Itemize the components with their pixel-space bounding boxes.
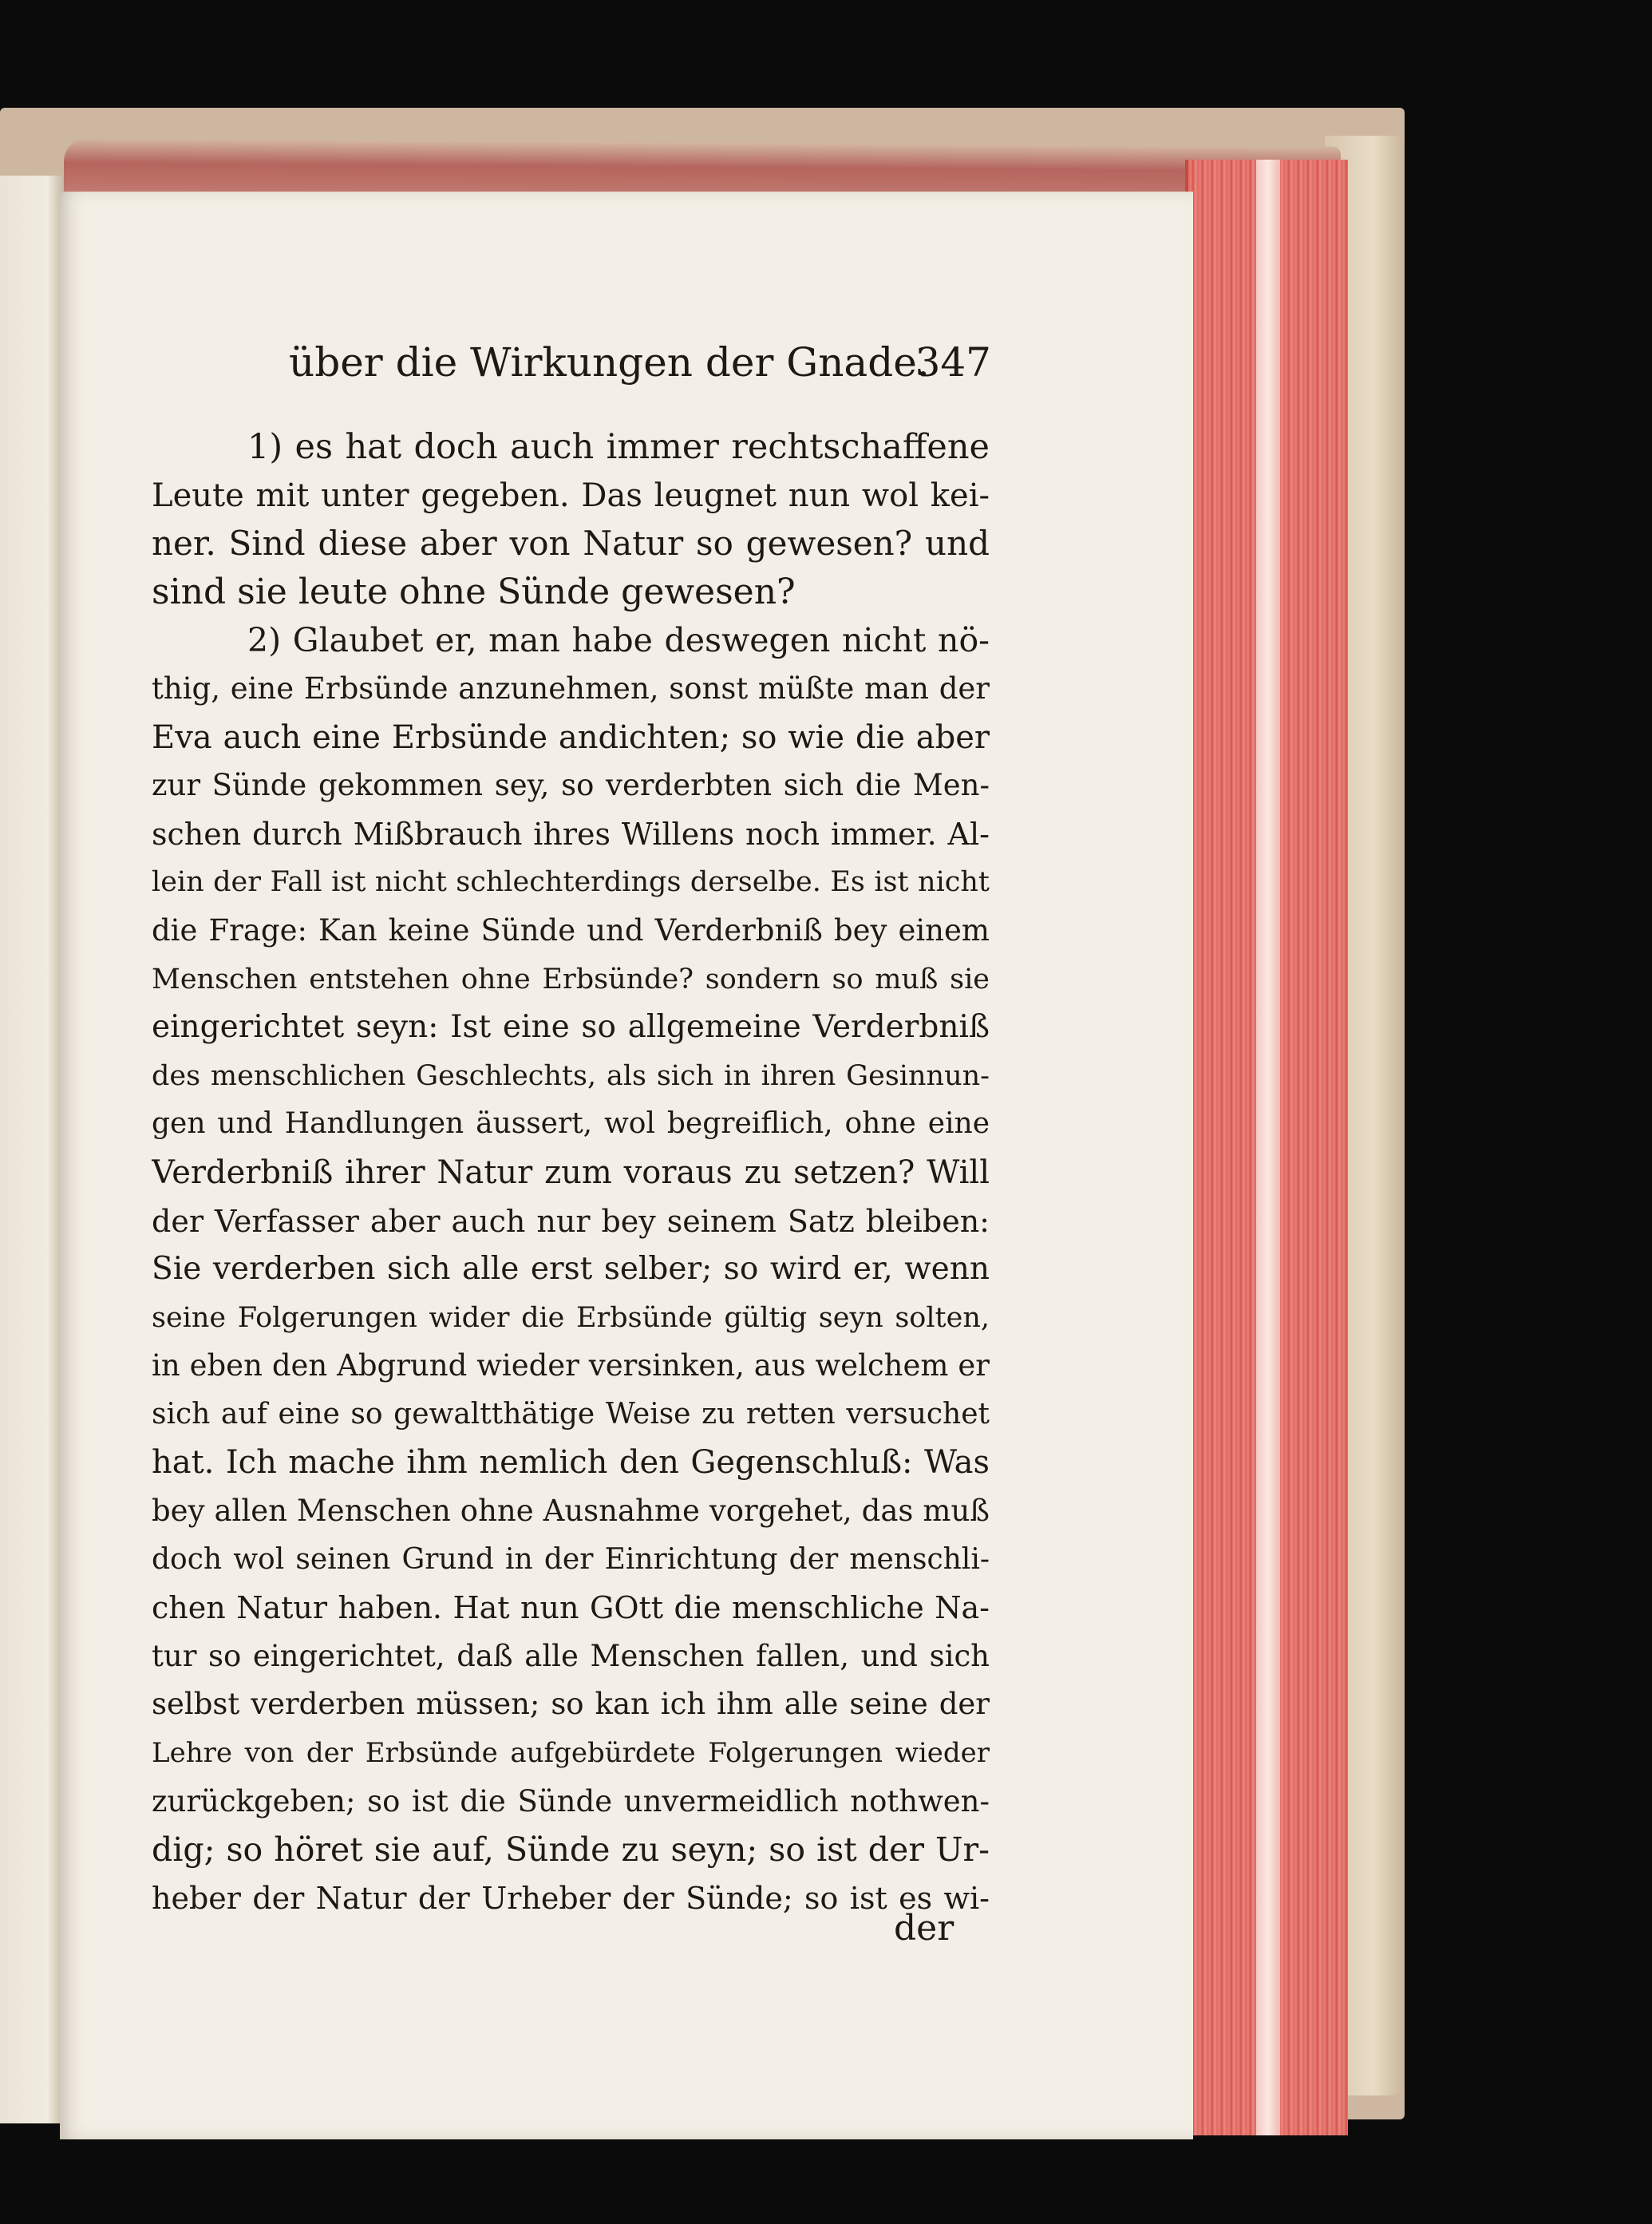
- text-line: doch wol seinen Grund in der Einrichtung der menschli-: [152, 1542, 990, 1576]
- text-line: zurückgeben; so ist die Sünde unvermeidlich nothwen-: [152, 1783, 990, 1818]
- text-line: tur so eingerichtet, daß alle Menschen fallen, und sich: [152, 1638, 990, 1673]
- body-text: [152, 423, 990, 1922]
- text-line: lein der Fall ist nicht schlechterdings derselbe. Es ist nicht: [152, 866, 990, 899]
- text-line: heber der Natur der Urheber der Sünde; so ist es wi-: [152, 1880, 990, 1916]
- text-line: bey allen Menschen ohne Ausnahme vorgehet, das muß: [152, 1494, 990, 1529]
- text-line: die Frage: Kan keine Sünde und Verderbniß bey einem: [152, 912, 990, 948]
- text-line: schen durch Mißbrauch ihres Willens noch immer. Al-: [152, 816, 990, 852]
- text-line: 1) es hat doch auch immer rechtschaffene: [247, 427, 990, 467]
- text-line: gen und Handlungen äussert, wol begreiflich, ohne eine: [152, 1107, 990, 1141]
- text-line: selbst verderben müssen; so kan ich ihm alle seine der: [152, 1687, 990, 1722]
- text-line: eingerichtet seyn: Ist eine so allgemeine Verderbniß: [152, 1009, 990, 1046]
- text-line: dig; so höret sie auf, Sünde zu seyn; so ist der Ur-: [152, 1830, 990, 1870]
- text-line: Lehre von der Erbsünde aufgebürdete Folgerungen wieder: [152, 1737, 990, 1770]
- text-line: Menschen entstehen ohne Erbsünde? sondern so muß sie: [152, 963, 990, 995]
- catchword: der: [894, 1908, 954, 1949]
- text-line: des menschlichen Geschlechts, als sich in ihren Gesinnun-: [152, 1059, 990, 1092]
- text-line: 2) Glaubet er, man habe deswegen nicht nö-: [247, 621, 990, 660]
- page-number: 347: [915, 339, 991, 386]
- running-title: über die Wirkungen der Gnade.: [289, 339, 930, 386]
- text-line: Sie verderben sich alle erst selber; so wird er, wenn: [152, 1251, 990, 1288]
- page-block-fore-edge: [1185, 160, 1348, 2135]
- text-line: sich auf eine so gewaltthätige Weise zu retten versuchet: [152, 1397, 990, 1431]
- text-line: sind sie leute ohne Sünde gewesen?: [152, 571, 796, 612]
- text-line: Verderbniß ihrer Natur zum voraus zu setzen? Will: [152, 1154, 990, 1191]
- text-line: seine Folgerungen wider die Erbsünde gültig seyn solten,: [152, 1301, 990, 1334]
- text-line: chen Natur haben. Hat nun GOtt die menschliche Na-: [152, 1590, 990, 1626]
- text-line: der Verfasser aber auch nur bey seinem Satz bleiben:: [152, 1203, 990, 1239]
- verso-page-edge: [0, 176, 68, 2123]
- text-line: hat. Ich mache ihm nemlich den Gegenschluß: Was: [152, 1444, 990, 1482]
- text-line: ner. Sind diese aber von Natur so gewesen? und: [152, 524, 990, 564]
- text-line: Leute mit unter gegeben. Das leugnet nun wol kei-: [152, 477, 990, 514]
- text-line: in eben den Abgrund wieder versinken, aus welchem er: [152, 1348, 990, 1383]
- text-line: thig, eine Erbsünde anzunehmen, sonst müßte man der: [152, 671, 990, 706]
- text-line: Eva auch eine Erbsünde andichten; so wie die aber: [152, 718, 990, 756]
- text-line: zur Sünde gekommen sey, so verderbten sich die Men-: [152, 768, 990, 803]
